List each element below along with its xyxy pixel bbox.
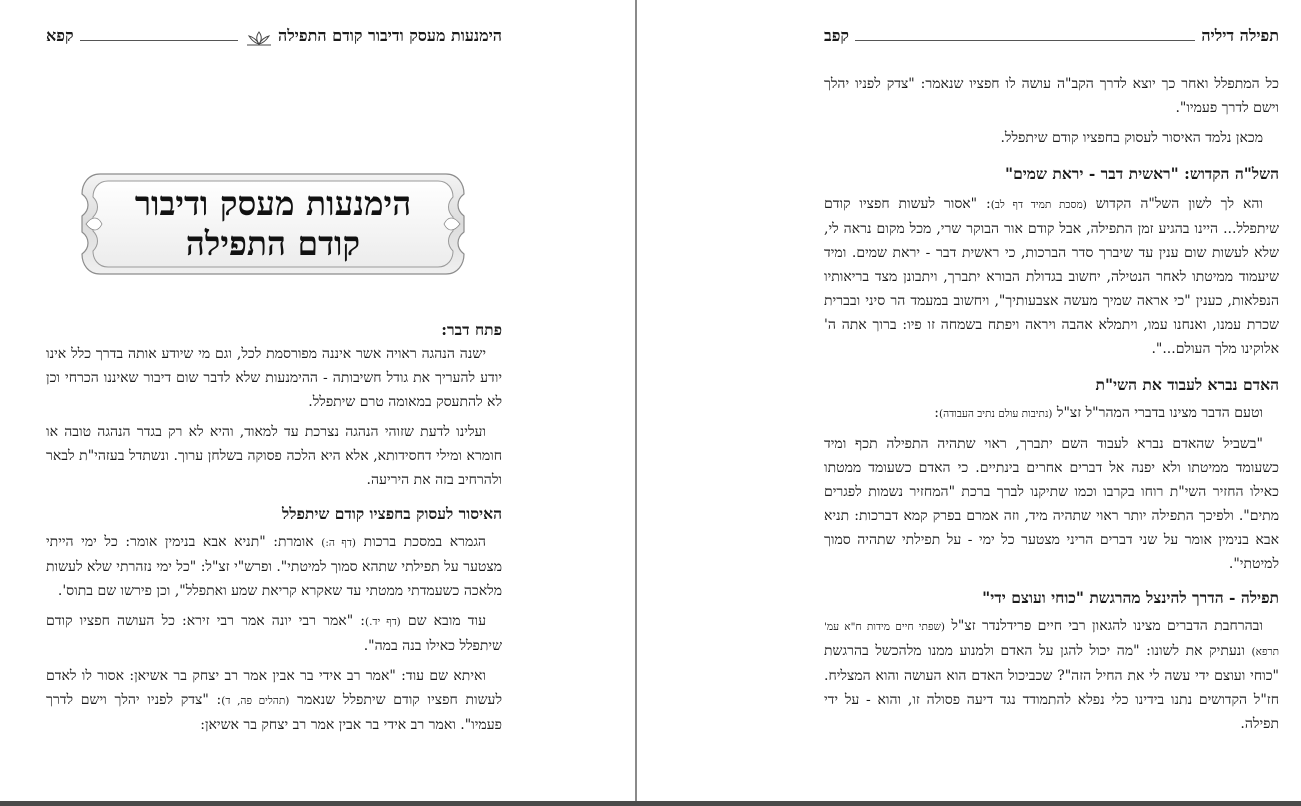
chapter-title-line2: קודם התפילה xyxy=(185,224,361,263)
chapter-title xyxy=(78,184,468,264)
viewer-bottom-edge xyxy=(0,801,1301,806)
left-page-body xyxy=(46,318,502,737)
text-run: : "צדק לפניו יהלך וישם לדרך פעמיו". ואמר רב אידי בר אבין אמר רב יצחק בר אשיאן: xyxy=(46,692,502,733)
right-page-body xyxy=(824,72,1279,736)
text-run: והא לך לשון השל"ה הקדוש xyxy=(1095,196,1264,212)
section2-paragraph-1 xyxy=(824,192,1279,361)
text-run: הגמרא במסכת ברכות xyxy=(363,534,486,550)
right-paragraph-1: כל המתפלל ואחר כך יוצא לדרך הקב"ה עושה לו חפציו שנאמר: "צדק לפניו יהלך וישם לדרך פעמיו". xyxy=(824,76,1279,116)
text-run: עוד מובא שם xyxy=(407,613,486,629)
left-page xyxy=(0,0,636,801)
right-page xyxy=(637,0,1301,801)
section-heading-man-created: האדם נברא לעבוד את השי"ת xyxy=(1095,375,1279,394)
source-reference: (תהלים פה, ד) xyxy=(221,695,290,707)
chapter-title-line1: הימנעות מעסק ודיבור xyxy=(134,184,412,223)
section-heading-prayer-path: תפילה - הדרך להינצל מהרגשת "כוחי ועוצם ידי" xyxy=(982,588,1279,607)
text-run: ואיתא שם עוד: "אמר רב אידי בר אבין אמר רב יצחק בר אשיאן: אסור לו לאדם לעשות חפציו קודם שיתפלל שנאמר xyxy=(46,668,503,708)
source-reference: (דף ה:) xyxy=(321,537,356,549)
source-reference: (מסכת תמיד דף לב) xyxy=(990,199,1087,211)
text-run: וטעם הדבר מצינו בדברי המהר"ל זצ"ל xyxy=(1056,405,1263,421)
text-run: : "אסור לעשות חפציו קודם שיתפלל... היינו בהגיע זמן התפילה, אבל קודם אור הבוקר שרי, מכל מקום נראה לי, שלא לעשות שום ענין עד שיברך סדר הברכות, כי ראשית דבר - יראת שמים. ומיד שיעמוד ממיטתו לאחר הנטילה, יחשוב בגדולת הבורא יתברך, ויתבונן מצד בריאותיו הנפלאות, כענין "כי אראה שמיך מעשה אצבעותיך", ויחשוב במעמד הר סיני ובברית שכרת עמנו, ואנחנו עמו, ויתמלא אהבה ויראה ויפתח בשמחה זו פיו: ברוך אתה ה' אלוקינו מלך העולם...". xyxy=(824,196,1279,357)
lotus-ornament-icon xyxy=(246,30,272,46)
right-running-head-title: תפילה דיליה xyxy=(1201,26,1279,45)
section3-paragraph-1 xyxy=(824,401,1279,426)
section1-paragraph-1 xyxy=(46,530,502,603)
intro-paragraph-2: ועלינו לדעת שזוהי הנהגה נצרכת עד למאוד, והיא לא רק בגדר הנהגה טובה או חומרא ומילי דחסידותא, אלא היא הלכה פסוקה בשלחן ערוך. ונשתדל בעזהי"ת לבאר ולהרחיב בזה את היריעה. xyxy=(46,424,502,488)
intro-heading: פתח דבר: xyxy=(441,320,502,339)
left-running-head-title: הימנעות מעסק ודיבור קודם התפילה xyxy=(277,26,502,45)
source-reference: (נתיבות עולם נתיב העבודה) xyxy=(938,408,1053,420)
right-paragraph-2: מכאן נלמד האיסור לעסוק בחפציו קודם שיתפלל. xyxy=(1000,130,1263,146)
text-run: ונעתיק את לשונו: "מה יכול להגן על האדם ולמנוע ממנו מלהכשל בהרגשת "כוחי ועוצם ידי עשה לי את החיל הזה"? שכביכול האדם הוא העושה והוא המצליח. חז"ל הקדושים נתנו בידינו כלי נפלא להתמודד נגד דיעה פסולה זו, והוא - על ידי תפילה. xyxy=(824,643,1279,732)
text-run: אומרת: "תניא אבא בנימין אומר: כל ימי הייתי מצטער על תפילתי שתהא סמוך למיטתי". ופרש"י זצ"ל: "כל ימי נזהרתי שלא לעשות מלאכה כשעמדתי ממטתי עד שאקרא קריאת שמע ואתפלל", וכן פירשו שם בתוס'. xyxy=(46,534,502,599)
source-reference: (דף יד.) xyxy=(364,616,401,628)
right-page-number: קפב xyxy=(824,26,849,45)
section-heading-forbidden-business: האיסור לעסוק בחפציו קודם שיתפלל xyxy=(281,504,502,523)
text-run: : "אמר רבי יונה אמר רבי זירא: כל העושה חפציו קודם שיתפלל כאילו בנה במה". xyxy=(46,613,502,654)
section-heading-shlah: השל"ה הקדוש: "ראשית דבר - יראת שמים" xyxy=(1005,164,1279,183)
section4-paragraph-1 xyxy=(824,614,1279,736)
text-run: ובהרחבת הדברים מצינו להגאון רבי חיים פרידלנדר זצ"ל xyxy=(951,618,1264,634)
intro-paragraph-1: ישנה הנהגה ראויה אשר איננה מפורסמת לכל, וגם מי שיודע אותה בדרך כלל אינו יודע להעריך את גודל חשיבותה - ההימנעות שלא לדבר שום דיבור שאיננו הכרחי וכן לא להתעסק במאומה טרם שיתפלל. xyxy=(46,346,502,410)
right-running-head xyxy=(824,22,1279,46)
section1-paragraph-2 xyxy=(46,609,502,658)
left-running-head xyxy=(46,22,502,46)
running-head-rule xyxy=(80,40,238,41)
text-run: : xyxy=(934,405,939,421)
left-page-number: קפא xyxy=(46,26,74,45)
section3-paragraph-2: "בשביל שהאדם נברא לעבוד השם יתברך, ראוי שתהיה התפילה תכף ומיד כשעומד ממיטתו ולא יפנה אל דברים אחרים בינתיים. כי האדם כשעומד ממטתו כאילו החזיר השי"ת רוחו בקרבו וכמו שתיקנו לברך ברכת "המחזיר נשמות לפגרים מתים". ולפיכך התפילה יותר ראוי שתהיה מיד, וזה אמרם בפרק קמא דברכות: תניא אבא בנימין אומר על שני דברים הריני מצטער כל ימי - על תפילתי שתהיה סמוך למיטתי". xyxy=(824,436,1279,572)
running-head-rule xyxy=(855,40,1195,41)
chapter-title-frame xyxy=(78,170,468,278)
section1-paragraph-3 xyxy=(46,664,502,737)
source-reference: (שפתי חיים מידות ח"א עמ' תרפא) xyxy=(824,621,1280,658)
